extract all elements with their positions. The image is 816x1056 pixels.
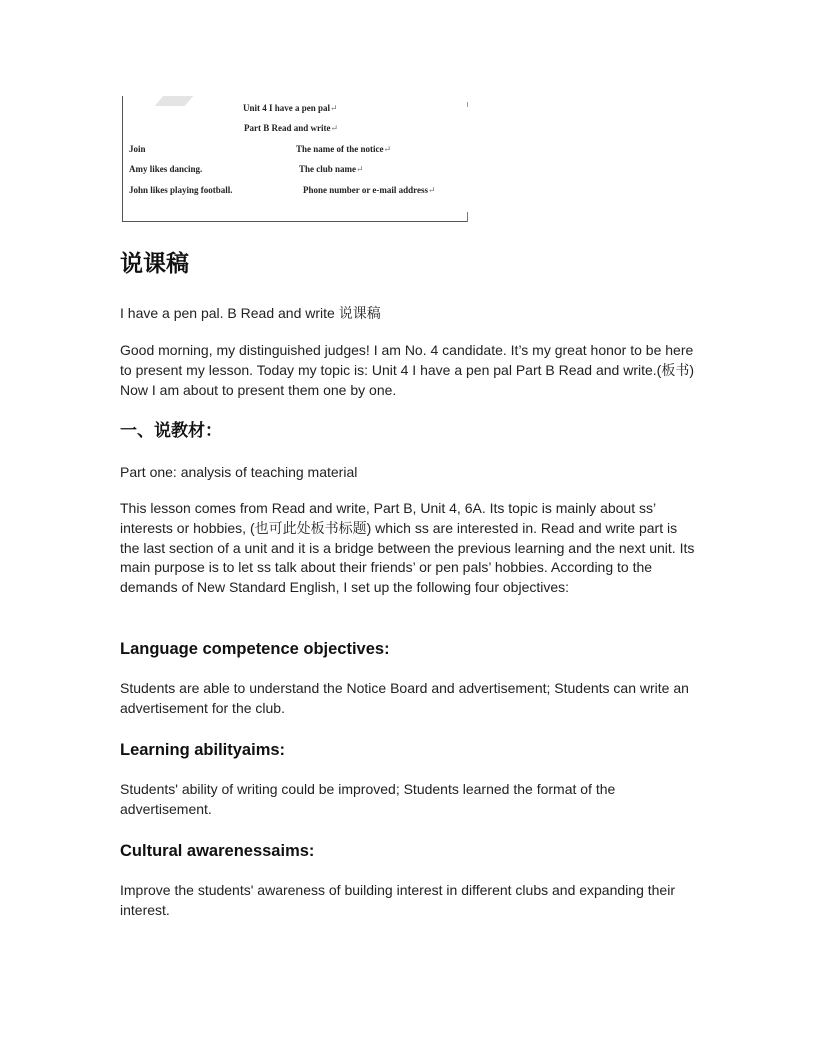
board-contact: Phone number or e-mail address↵ bbox=[303, 185, 436, 195]
language-objectives-text: Students are able to understand the Notice Board and advertisement; Students can write an advertisement for the club. bbox=[120, 680, 689, 716]
board-club-name: The club name↵ bbox=[299, 164, 364, 174]
lesson-description-paragraph: This lesson comes from Read and write, Part B, Unit 4, 6A. Its topic is mainly about ss’ interests or hobbies, (也可此处板书标题) which ss are interested in. Read and write part is the last section of a unit and it is a bridge between the previous learning and the next unit. Its main purpose is to let ss talk about their friends’ or pen pals’ hobbies. According to the demands of New Standard English, I set up the following four objectives: bbox=[120, 500, 695, 596]
board-line-john: John likes playing football. bbox=[129, 185, 233, 195]
board-edge-mark bbox=[467, 102, 468, 107]
blackboard-sketch bbox=[122, 96, 467, 222]
page-title: 说课稿 bbox=[120, 251, 189, 277]
board-line-amy: Amy likes dancing. bbox=[129, 164, 203, 174]
learning-ability-heading: Learning abilityaims: bbox=[120, 741, 286, 759]
cultural-awareness-heading: Cultural awarenessaims: bbox=[120, 842, 315, 860]
greeting-paragraph: Good morning, my distinguished judges! I am No. 4 candidate. It’s my great honor to be here to present my lesson. Today my topic is: Unit 4 I have a pen pal Part B Read and write.(板书) Now I am about to present them one by one. bbox=[120, 342, 695, 398]
learning-ability-text: Students' ability of writing could be improved; Students learned the format of the advertisement. bbox=[120, 781, 616, 817]
board-join: Join bbox=[129, 144, 146, 154]
part-one-line: Part one: analysis of teaching material bbox=[120, 464, 358, 480]
section-heading-textbook: 一、说教材： bbox=[120, 421, 222, 441]
intro-line: I have a pen pal. B Read and write 说课稿 bbox=[120, 305, 381, 321]
cultural-awareness-text: Improve the students' awareness of building interest in different clubs and expanding their interest. bbox=[120, 882, 675, 918]
chalk-smudge-icon bbox=[155, 96, 193, 106]
board-notice-name: The name of the notice↵ bbox=[296, 144, 392, 154]
board-title: Unit 4 I have a pen pal↵ bbox=[243, 103, 338, 113]
language-objectives-heading: Language competence objectives: bbox=[120, 640, 390, 658]
board-subtitle: Part B Read and write↵ bbox=[244, 123, 339, 133]
board-edge-mark bbox=[467, 212, 468, 222]
